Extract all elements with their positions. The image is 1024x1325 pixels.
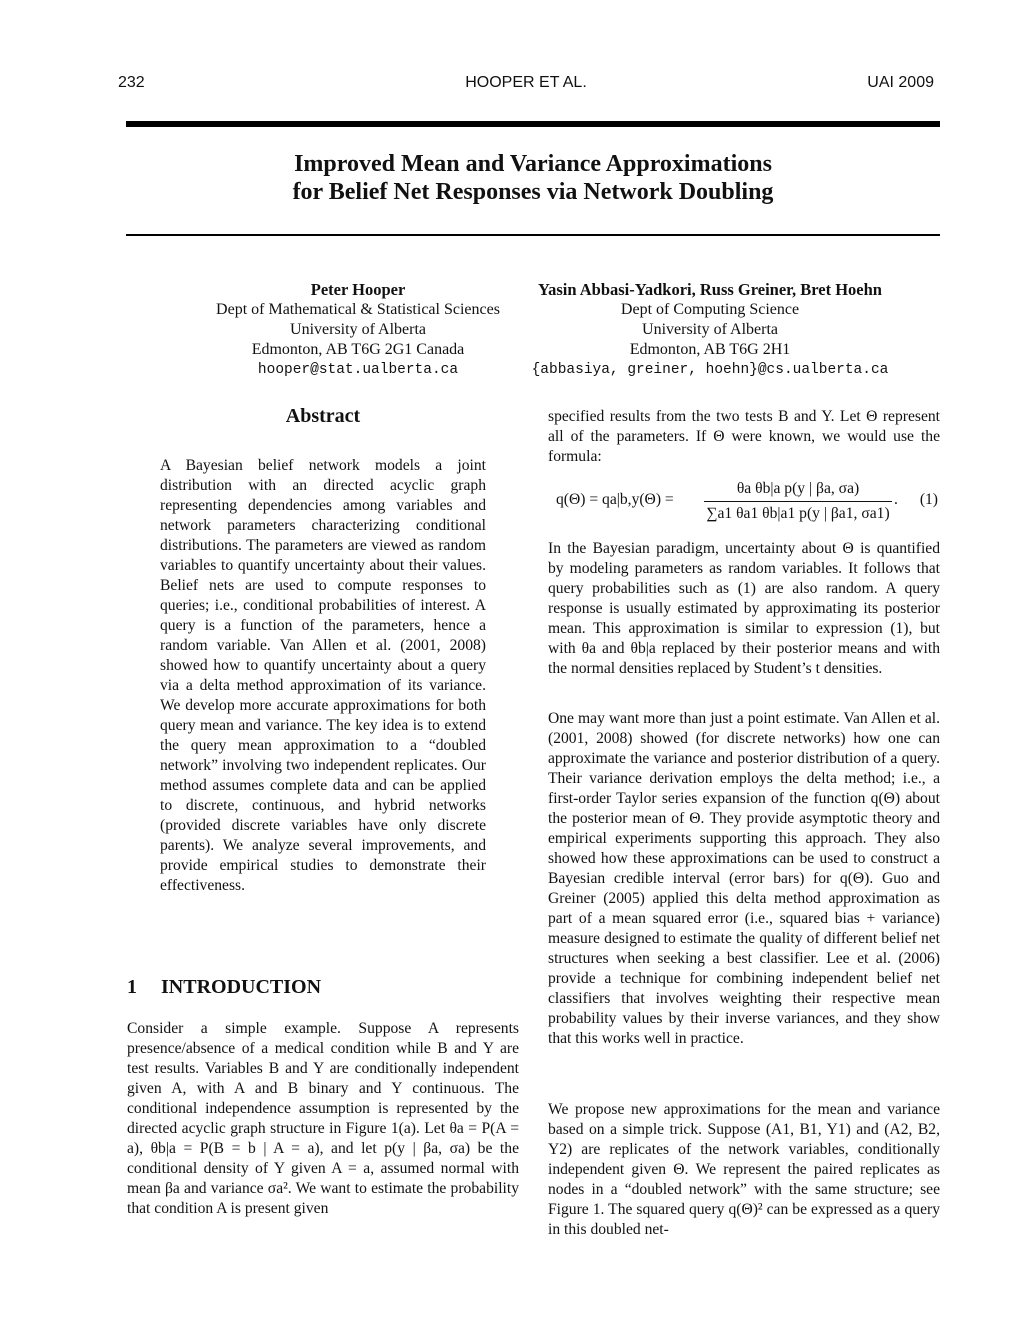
equation-denominator: ∑a1 θa1 θb|a1 p(y | βa1, σa1) xyxy=(706,505,890,522)
page-number: 232 xyxy=(118,74,145,91)
author-email: {abbasiya, greiner, hoehn}@cs.ualberta.ca xyxy=(531,362,889,378)
running-authors: HOOPER ET AL. xyxy=(465,74,587,91)
abstract-text: A Bayesian belief network models a joint distribution with an directed acyclic graph representing dependencies among variables and network parameters characterizing conditional distributions. The parameters are viewed as random variables to quantify uncertainty about their values. Belief nets are used to compute responses to queries; i.e., conditional probabilities of interest. A query is a function of the parameters, hence a random variable. Van Allen et al. (2001, 2008) showed how to quantify uncertainty about a query via a delta method approximation of its variance. We develop more accurate approximations for both query mean and variance. The key idea is to extend the query mean approximation to a “doubled network” involving two independent replicates. Our method assumes complete data and can be applied to discrete, continuous, and hybrid networks (provided discrete variables have only discrete parents). We analyze several improvements, and provide empirical studies to demonstrate their effectiveness. xyxy=(160,457,486,894)
equation-label: (1) xyxy=(919,491,938,508)
title-top-rule xyxy=(126,121,940,127)
fraction-bar xyxy=(704,501,892,502)
equation-fraction xyxy=(704,478,892,524)
equation-period: . xyxy=(894,491,898,508)
section-title: INTRODUCTION xyxy=(161,976,322,998)
paragraph-text: One may want more than just a point estimate. Van Allen et al. (2001, 2008) showed (for discrete networks) how one can approximate the variance and posterior distribution of a query. Their variance derivation employs the delta method; i.e., a first-order Taylor series expansion of the function q(Θ) about the posterior mean of Θ. They provide asymptotic theory and empirical experiments supporting this approach. They also showed how these approximations can be used to construct a Bayesian credible interval (error bars) for q(Θ). Guo and Greiner (2005) applied this delta method approximation as part of a mean squared error (i.e., squared bias + variance) measure designed to estimate the quality of different belief net structures when seeking a best classifier. Lee et al. (2006) provide a technique for combining independent belief net classifiers that involves weighting their respective mean probability values by their inverse variances, and they show that this works well in practice. xyxy=(548,710,940,1047)
equation-lhs: q(Θ) = qa|b,y(Θ) = xyxy=(556,491,674,508)
author-name: Peter Hooper xyxy=(310,280,406,299)
right-paragraph-1 xyxy=(548,407,940,467)
right-paragraph-4 xyxy=(548,1100,940,1240)
author-university: University of Alberta xyxy=(642,321,778,338)
paragraph-text: In the Bayesian paradigm, uncertainty about Θ is quantified by modeling parameters as random variables. It follows that query probabilities such as (1) are also random. A query response is usually estimated by approximating its posterior mean. This approximation is similar to expression (1), but with θa and θb|a replaced by their posterior means and with the normal densities replaced by Student’s t densities. xyxy=(548,540,940,677)
author-block-right xyxy=(500,280,920,380)
author-dept: Dept of Computing Science xyxy=(620,301,800,318)
section-heading xyxy=(127,976,321,999)
title-line-2: for Belief Net Responses via Network Doubling xyxy=(292,179,774,205)
running-header xyxy=(118,74,934,96)
equation-1 xyxy=(548,478,940,526)
venue: UAI 2009 xyxy=(867,74,934,91)
author-university: University of Alberta xyxy=(290,321,426,338)
author-block-left xyxy=(190,280,526,380)
paragraph-text: specified results from the two tests B and Y. Let Θ represent all of the parameters. If Θ were known, we would use the formula: xyxy=(548,408,940,465)
equation-numerator: θa θb|a p(y | βa, σa) xyxy=(736,480,860,497)
section-number: 1 xyxy=(127,976,137,998)
paragraph-text: Consider a simple example. Suppose A represents presence/absence of a medical condition while B and Y are test results. Variables B and Y are conditionally independent given A, with A and B binary and Y continuous. The conditional independence assumption is represented by the directed acyclic graph structure in Figure 1(a). Let θa = P(A = a), θb|a = P(B = b | A = a), and let p(y | βa, σa) be the conditional density of Y given A = a, assumed normal with mean βa and variance σa². We want to estimate the probability that condition A is present given xyxy=(127,1020,519,1217)
title-bottom-rule xyxy=(126,234,940,236)
author-city: Edmonton, AB T6G 2G1 Canada xyxy=(251,341,465,358)
paper-title xyxy=(126,150,940,206)
author-email: hooper@stat.ualberta.ca xyxy=(257,362,459,378)
paragraph-text: We propose new approximations for the mean and variance based on a simple trick. Suppose (A1, B1, Y1) and (A2, B2, Y2) are replicates of the network variables, conditionally independent given Θ. We represent the paired replicates as nodes in a “doubled network” with the same structure; see Figure 1. The squared query q(Θ)² can be expressed as a query in this doubled net- xyxy=(548,1101,940,1238)
author-city: Edmonton, AB T6G 2H1 xyxy=(629,341,791,358)
right-paragraph-3 xyxy=(548,709,940,1049)
author-dept: Dept of Mathematical & Statistical Sciences xyxy=(216,301,500,318)
right-paragraph-2 xyxy=(548,539,940,679)
abstract-body xyxy=(160,456,486,896)
author-names: Yasin Abbasi-Yadkori, Russ Greiner, Bret Hoehn xyxy=(538,280,882,299)
abstract-heading: Abstract xyxy=(285,405,361,427)
title-line-1: Improved Mean and Variance Approximations xyxy=(294,151,772,177)
intro-paragraph xyxy=(127,1019,519,1219)
